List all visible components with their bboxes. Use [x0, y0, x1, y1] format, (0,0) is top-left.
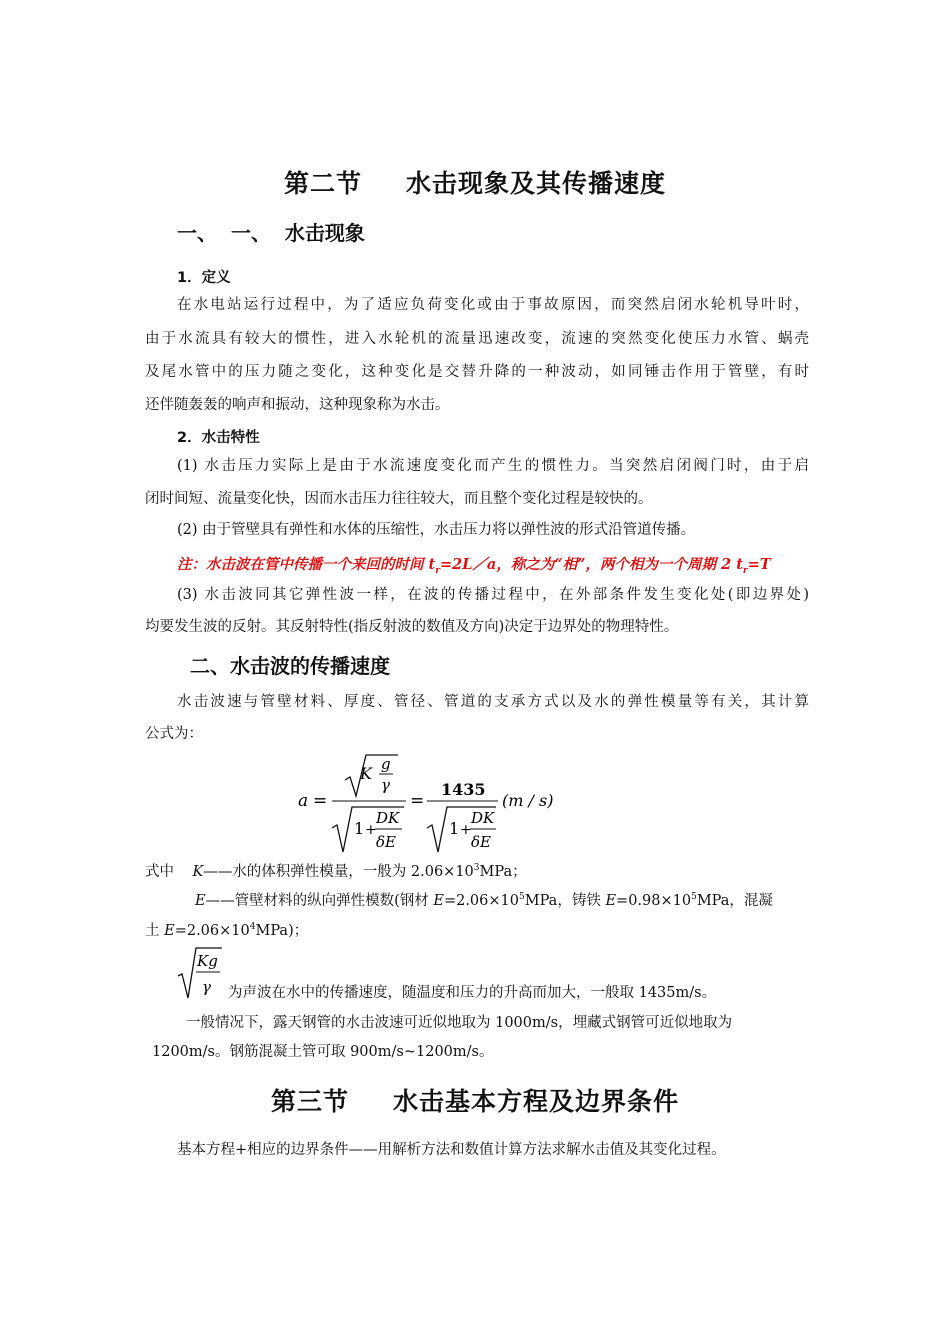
svg-text:Kg: Kg	[197, 952, 218, 970]
general-line: 1200m/s。钢筋混凝土管可取 900m/s~1200m/s。	[152, 1044, 494, 1060]
characteristic-1-line: (1) 水击压力实际上是由于水流速度变化而产生的惯性力。当突然启闭阀门时，由于启	[177, 458, 809, 474]
definition-line: 在水电站运行过程中，为了适应负荷变化或由于事故原因，而突然启闭水轮机导叶时，	[177, 297, 809, 313]
wave-speed-formula	[290, 752, 570, 856]
section-3-text: 基本方程+相应的边界条件——用解析方法和数值计算方法求解水击值及其变化过程。	[177, 1142, 726, 1158]
svg-text:δE: δE	[376, 833, 396, 851]
svg-text:K: K	[360, 764, 372, 783]
svg-text:+: +	[365, 822, 377, 838]
section-label: 第三节	[270, 1087, 349, 1116]
svg-text:DK: DK	[376, 809, 400, 827]
e-definition-line-2: 土 $E=2.06\times 10^4MPa$)；	[145, 922, 309, 939]
characteristic-3-line: (3) 水击波同其它弹性波一样，在波的传播过程中，在外部条件发生变化处(即边界处)	[177, 587, 809, 603]
svg-text:+: +	[460, 822, 472, 838]
part-1-heading: 一、 一、 水击现象	[177, 221, 365, 245]
characteristics-heading: 2．水击特性	[177, 430, 260, 446]
definition-line: 还伴随轰轰的响声和振动，这种现象称为水击。	[145, 397, 450, 413]
numerator-1435: 1435	[441, 780, 486, 799]
svg-text:DK: DK	[471, 809, 495, 827]
formula-equals: =	[313, 791, 328, 811]
part-2-heading: 二、水击波的传播速度	[190, 654, 390, 678]
characteristic-2-line: (2) 由于管壁具有弹性和水体的压缩性，水击压力将以弹性波的形式沿管道传播。	[177, 522, 696, 538]
characteristic-3-line: 均要发生波的反射。其反射特性(指反射波的数值及方向)决定于边界处的物理特性。	[145, 619, 679, 635]
section-title: 水击现象及其传播速度	[406, 169, 667, 198]
general-line: 一般情况下，露天钢管的水击波速可近似地取为 1000m/s，埋藏式钢管可近似地取为	[186, 1015, 733, 1031]
definition-heading: 1．定义	[177, 270, 231, 286]
svg-text:1: 1	[449, 819, 460, 838]
svg-text:δE: δE	[471, 833, 491, 851]
svg-text:=: =	[410, 791, 425, 811]
sound-speed-radical	[176, 944, 226, 1002]
formula-symbol-a: a	[298, 791, 309, 811]
svg-text:1: 1	[354, 819, 365, 838]
definition-line: 及尾水管中的压力随之变化，这种变化是交替升降的一种波动，如同锤击作用于管壁，有时	[145, 364, 809, 380]
characteristic-1-line: 闭时间短、流量变化快，因而水击压力往往较大，而且整个变化过程是较快的。	[145, 491, 653, 507]
svg-text:γ: γ	[381, 776, 390, 794]
section-3-title	[0, 1082, 950, 1118]
svg-text:g: g	[381, 755, 391, 773]
section-2-title	[0, 164, 950, 200]
svg-text:γ: γ	[202, 978, 211, 996]
section-title: 水击基本方程及边界条件	[393, 1087, 680, 1116]
definition-line: 由于水流具有较大的惯性，进入水轮机的流量迅速改变，流速的突然变化使压力水管、蜗壳	[145, 331, 809, 347]
sound-speed-text: 为声波在水中的传播速度，随温度和压力的升高而加大，一般取 1435m/s。	[228, 985, 717, 1001]
e-definition-line-1: E——管壁材料的纵向弹性模数(钢材 $E=2.06\times 10^5MPa$，铸铁 $E=0.98\times 10^5MPa$，混凝	[195, 892, 773, 909]
speed-intro-line: 公式为：	[145, 726, 203, 742]
formula-unit: (m / s)	[502, 791, 554, 810]
k-definition: 式中 K——水的体积弹性模量，一般为 $2.06\times 10^3MPa$；	[145, 863, 527, 880]
phase-note: 注：水击波在管中传播一个来回的时间 $t_r=2L/a$，称之为“相”，两个相为一个周期 2 $t_r=T$	[177, 556, 771, 576]
speed-intro-line: 水击波速与管壁材料、厚度、管径、管道的支承方式以及水的弹性模量等有关，其计算	[177, 694, 809, 710]
section-label: 第二节	[283, 169, 362, 198]
